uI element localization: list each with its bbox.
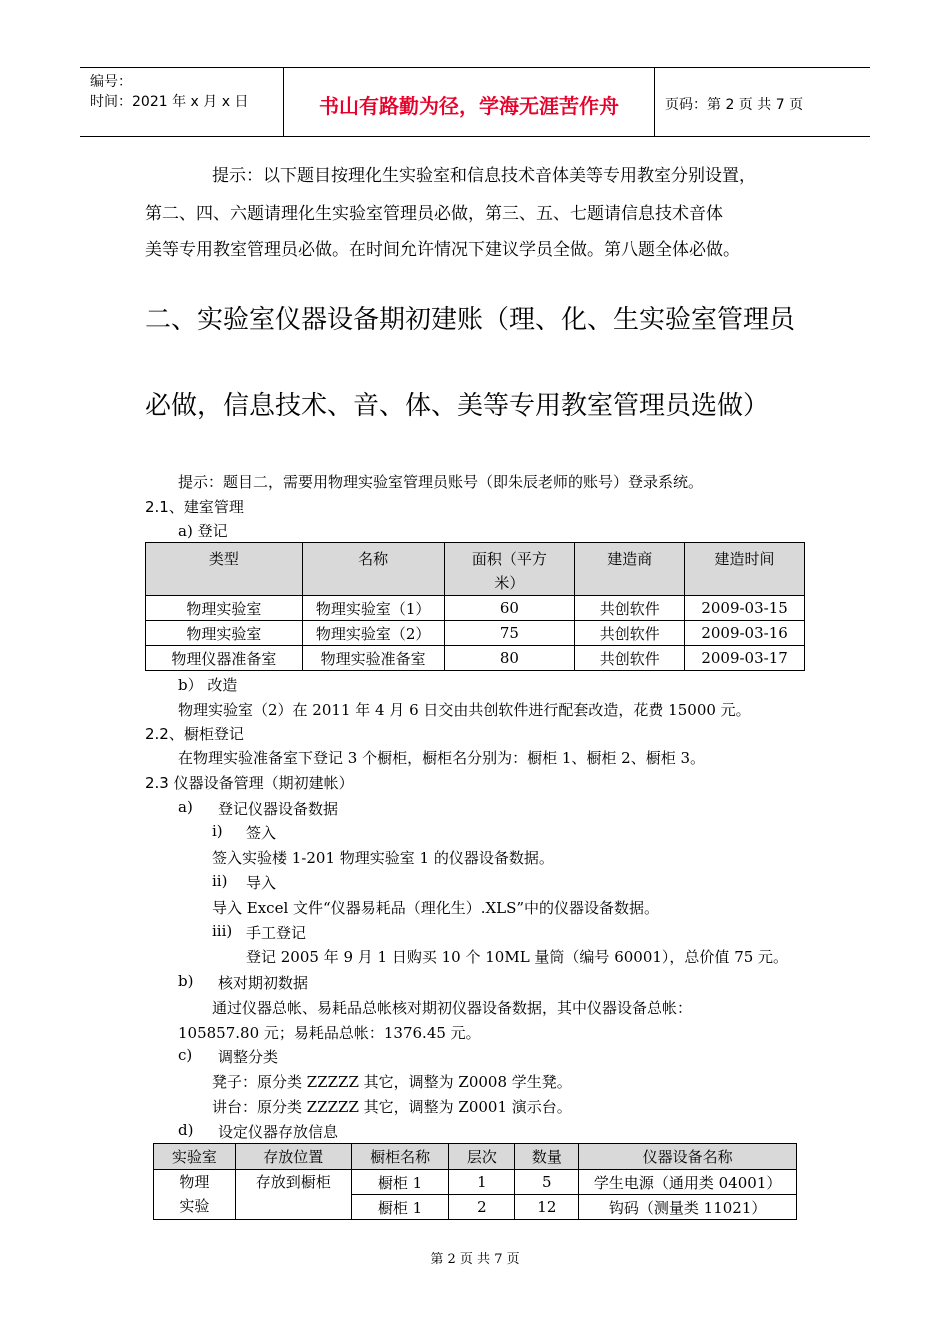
cell: 1	[449, 1170, 515, 1195]
cell: 物理实验室（1）	[302, 596, 444, 621]
item-b-title: 核对期初数据	[218, 974, 309, 992]
item-c-text-2: 讲台：原分类 ZZZZZ 其它，调整为 Z0001 演示台。	[212, 1098, 572, 1116]
item-c-label: c)	[178, 1046, 193, 1064]
header-motto-cell	[284, 68, 655, 136]
location-cell: 存放到橱柜	[235, 1170, 351, 1220]
page-footer: 第 2 页 共 7 页	[430, 1252, 520, 1267]
item-a-register: a) 登记	[178, 522, 228, 540]
number-label: 编号：	[90, 74, 132, 90]
item-d-label: d)	[178, 1121, 194, 1139]
cell: 橱柜 1	[351, 1170, 449, 1195]
col-quantity: 数量	[515, 1144, 579, 1170]
item-a-title: 登记仪器设备数据	[218, 800, 339, 818]
storage-table	[153, 1143, 797, 1220]
item-iii-label: iii)	[212, 922, 233, 940]
item-c-title: 调整分类	[218, 1048, 279, 1066]
intro-line-3: 美等专用教室管理员必做。在时间允许情况下建议学员全做。第八题全体必做。	[145, 240, 740, 260]
heading-2-1: 2.1、建室管理	[145, 498, 244, 516]
lab-line-2: 实验	[179, 1197, 210, 1215]
col-area-line-2: 米）	[494, 574, 525, 592]
page-header	[80, 67, 870, 137]
item-b-text-1: 通过仪器总帐、易耗品总帐核对期初仪器设备数据，其中仪器设备总帐：	[212, 999, 693, 1017]
cell: 2	[449, 1195, 515, 1220]
cell: 物理仪器准备室	[146, 646, 303, 671]
col-name: 名称	[302, 543, 444, 596]
item-ii-title: 导入	[246, 874, 277, 892]
cell: 2009-03-15	[685, 596, 805, 621]
motto: 书山有路勤为径，学海无涯苦作舟	[319, 94, 619, 118]
item-b-label: b)	[178, 972, 194, 990]
intro-line-2: 第二、四、六题请理化生实验室管理员必做，第三、五、七题请信息技术音体	[145, 204, 723, 224]
col-build-time: 建造时间	[685, 543, 805, 596]
room-table	[145, 542, 805, 671]
storage-table-header	[154, 1144, 797, 1170]
cell: 80	[444, 646, 575, 671]
item-ii-label: ii)	[212, 872, 228, 890]
section-title-line-2: 必做，信息技术、音、体、美等专用教室管理员选做）	[145, 391, 770, 421]
col-location: 存放位置	[235, 1144, 351, 1170]
item-b-renovate: b） 改造	[178, 676, 238, 694]
item-b-text-2: 105857.80 元；易耗品总帐：1376.45 元。	[178, 1024, 481, 1042]
heading-2-3: 2.3 仪器设备管理（期初建帐）	[145, 774, 354, 792]
table-row	[146, 646, 805, 671]
header-info-cell	[80, 68, 284, 136]
item-i-text: 签入实验楼 1-201 物理实验室 1 的仪器设备数据。	[212, 849, 554, 867]
col-device-name: 仪器设备名称	[579, 1144, 797, 1170]
heading-2-2: 2.2、橱柜登记	[145, 725, 244, 743]
room-table-header	[146, 543, 805, 596]
cell: 60	[444, 596, 575, 621]
page-number: 页码：第 2 页 共 7 页	[665, 97, 804, 113]
cell: 12	[515, 1195, 579, 1220]
cell: 钩码（测量类 11021）	[579, 1195, 797, 1220]
item-ii-text: 导入 Excel 文件“仪器易耗品（理化生）.XLS”中的仪器设备数据。	[212, 899, 660, 917]
cell: 物理实验室	[146, 621, 303, 646]
col-layer: 层次	[449, 1144, 515, 1170]
item-d-title: 设定仪器存放信息	[218, 1123, 339, 1141]
item-iii-title: 手工登记	[246, 924, 307, 942]
cell: 共创软件	[575, 646, 685, 671]
col-builder: 建造商	[575, 543, 685, 596]
renovate-text: 物理实验室（2）在 2011 年 4 月 6 日交由共创软件进行配套改造，花费 15000 元。	[178, 701, 751, 719]
time-label: 时间：2021 年 x 月 x 日	[90, 94, 249, 110]
cabinet-text: 在物理实验准备室下登记 3 个橱柜，橱柜名分别为：橱柜 1、橱柜 2、橱柜 3。	[178, 749, 706, 767]
item-iii-text: 登记 2005 年 9 月 1 日购买 10 个 10ML 量筒（编号 60001），总价值 75 元。	[246, 948, 789, 966]
cell: 橱柜 1	[351, 1195, 449, 1220]
lab-line-1: 物理	[179, 1173, 210, 1191]
col-area	[444, 543, 575, 596]
item-i-label: i)	[212, 822, 223, 840]
cell: 2009-03-16	[685, 621, 805, 646]
cell: 共创软件	[575, 621, 685, 646]
item-c-text-1: 凳子：原分类 ZZZZZ 其它，调整为 Z0008 学生凳。	[212, 1073, 572, 1091]
table-row	[146, 621, 805, 646]
cell: 75	[444, 621, 575, 646]
section-hint: 提示：题目二，需要用物理实验室管理员账号（即朱辰老师的账号）登录系统。	[178, 473, 704, 491]
cell: 5	[515, 1170, 579, 1195]
cell: 2009-03-17	[685, 646, 805, 671]
header-page-cell	[655, 68, 870, 136]
cell: 物理实验准备室	[302, 646, 444, 671]
cell: 共创软件	[575, 596, 685, 621]
lab-cell	[154, 1170, 236, 1220]
cell: 物理实验室	[146, 596, 303, 621]
cell: 学生电源（通用类 04001）	[579, 1170, 797, 1195]
item-a-label: a)	[178, 798, 193, 816]
col-type: 类型	[146, 543, 303, 596]
col-cabinet: 橱柜名称	[351, 1144, 449, 1170]
intro-line-1: 提示：以下题目按理化生实验室和信息技术音体美等专用教室分别设置，	[212, 166, 756, 186]
table-row	[154, 1170, 797, 1195]
table-row	[146, 596, 805, 621]
item-i-title: 签入	[246, 824, 277, 842]
col-lab: 实验室	[154, 1144, 236, 1170]
cell: 物理实验室（2）	[302, 621, 444, 646]
col-area-line-1: 面积（平方	[471, 550, 547, 568]
section-title-line-1: 二、实验室仪器设备期初建账（理、化、生实验室管理员	[145, 305, 796, 335]
